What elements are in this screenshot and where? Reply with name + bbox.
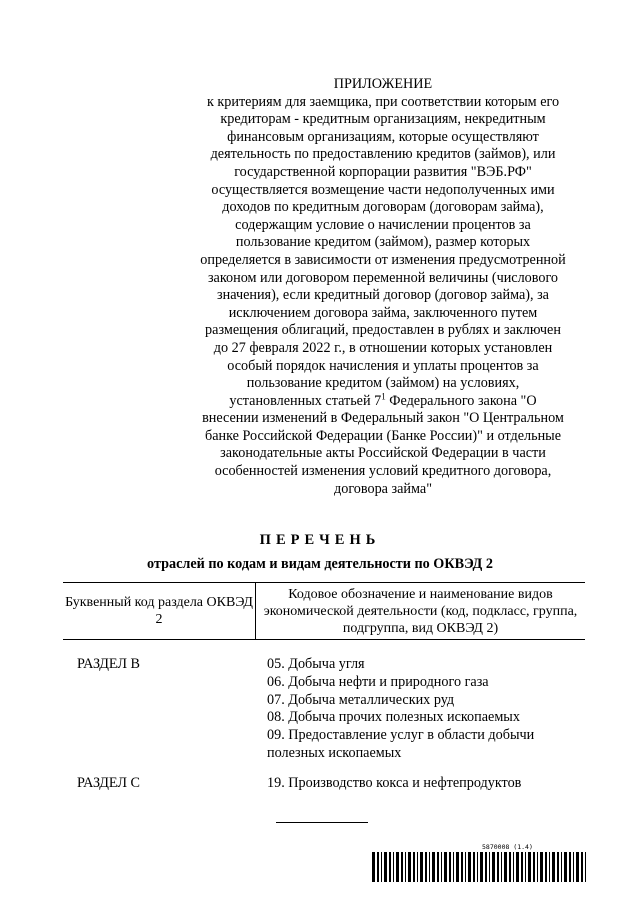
activity-item: 05. Добыча угля: [267, 656, 365, 672]
table-header: [63, 582, 585, 640]
table-header-left: [63, 583, 256, 639]
appendix-body-part-1: к критериям для заемщика, при соответствии которым его кредиторам - кредитным организациям, некредитным финансовым организациям, которые осуществляют деятельность по предоставлению кредитов (займов), или государственной корпорации развития "ВЭБ.РФ" осуществляется возмещение части недополученных ими доходов по кредитным договорам (договорам займа), содержащим условие о начислении процентов за пользование кредитом (займом), размер которых определяется в зависимости от изменения предусмотренной законом или договором переменной величины (числового значения), если кредитный договор (договор займа), за исключением договора займа, заключенного путем размещения облигаций, предоставлен в рублях и заключен до 27 февраля 2022 г., в отношении которых установлен особый порядок начисления и уплаты процентов за пользование кредитом (займом) на условиях, установленных статьей 7: [200, 93, 566, 409]
section-label: РАЗДЕЛ В: [77, 656, 140, 672]
appendix-heading: ПРИЛОЖЕНИЕ: [333, 76, 433, 92]
section-items: [267, 656, 587, 763]
activity-item: 19. Производство кокса и нефтепродуктов: [267, 775, 522, 791]
appendix-block: [200, 76, 566, 498]
appendix-body-part-2: Федерального закона "О внесении изменений в Федеральный закон "О Центральном банке Российской Федерации (Банке России)" и отдельные законодательные акты Российской Федерации в части особенностей изменения условий кредитного договора, договора займа": [202, 392, 564, 497]
section-label: РАЗДЕЛ С: [77, 775, 140, 791]
article-superscript: 1: [381, 390, 386, 401]
activity-item: 07. Добыча металлических руд: [267, 691, 455, 708]
table-header-right: [256, 583, 585, 639]
header-right-text: Кодовое обозначение и наименование видов экономической деятельности (код, подкласс, группа, подгруппа, вид ОКВЭД 2): [263, 586, 578, 636]
activity-item: 09. Предоставление услуг в области добычи полезных ископаемых: [267, 727, 535, 761]
appendix-body: [200, 94, 565, 497]
header-left-text: Буквенный код раздела ОКВЭД 2: [65, 595, 253, 627]
barcode-icon: [372, 852, 588, 882]
section-items: [267, 775, 587, 793]
activity-item: 08. Добыча прочих полезных ископаемых: [267, 709, 520, 726]
activity-item: 06. Добыча нефти и природного газа: [267, 673, 489, 690]
list-subtitle: отраслей по кодам и видам деятельности по ОКВЭД 2: [147, 556, 493, 572]
list-title: ПЕРЕЧЕНЬ: [259, 532, 381, 548]
footer-divider: [276, 822, 368, 823]
document-code: 5870008 (1.4): [482, 843, 533, 851]
